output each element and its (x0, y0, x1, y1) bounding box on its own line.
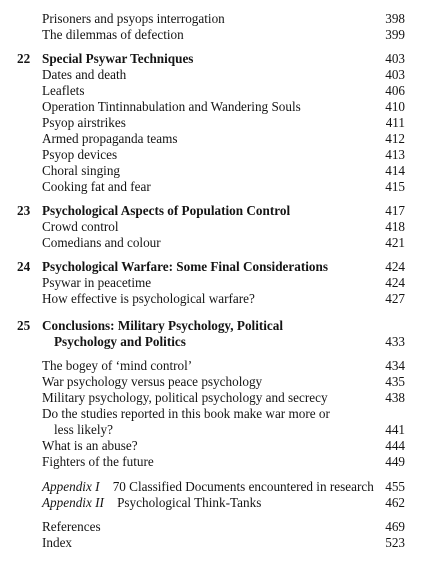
chapter-title: Psychological Aspects of Population Control (42, 203, 291, 218)
page-number: 455 (385, 479, 405, 494)
appendix-entry (42, 495, 261, 511)
page-number: 469 (385, 519, 405, 534)
section-title: The bogey of ‘mind control’ (42, 358, 193, 373)
section-title: Fighters of the future (42, 454, 154, 469)
page-number: 449 (385, 454, 405, 469)
toc-entry-row (0, 438, 433, 454)
toc-entry-row (0, 11, 433, 27)
chapter-number: 22 (17, 51, 31, 66)
section-title: References (42, 519, 101, 534)
page-number: 421 (385, 235, 405, 250)
page-number: 403 (385, 67, 405, 82)
section-title: Prisoners and psyops interrogation (42, 11, 225, 26)
section-title: Psyop devices (42, 147, 118, 162)
section-title: Dates and death (42, 67, 127, 82)
toc-entry-row (0, 27, 433, 43)
toc-entry-row (0, 275, 433, 291)
appendix-title: Psychological Think-Tanks (117, 495, 262, 510)
toc-entry-row (0, 99, 433, 115)
toc-entry-row (0, 179, 433, 195)
toc-entry-row (0, 374, 433, 390)
page-number: 438 (385, 390, 405, 405)
page-number: 444 (385, 438, 405, 453)
toc-entry-row (0, 83, 433, 99)
toc-entry-row (0, 219, 433, 235)
page-number: 403 (385, 51, 405, 66)
chapter-number: 24 (17, 259, 31, 274)
section-title: less likely? (54, 422, 113, 437)
section-title: Index (42, 535, 73, 550)
toc-chapter-row (0, 334, 433, 350)
toc-entry-row (0, 422, 433, 438)
toc-entry-row (0, 358, 433, 374)
section-title: Psywar in peacetime (42, 275, 152, 290)
appendix-label: Appendix I (42, 479, 100, 494)
toc-entry-row (0, 291, 433, 307)
chapter-title: Psychological Warfare: Some Final Considerations (42, 259, 328, 274)
toc-entry-row (0, 235, 433, 251)
page-number: 424 (385, 275, 405, 290)
section-title: Armed propaganda teams (42, 131, 178, 146)
page-number: 414 (385, 163, 405, 178)
section-title: Operation Tintinnabulation and Wandering Souls (42, 99, 301, 114)
page-number: 427 (385, 291, 405, 306)
toc-chapter-row (0, 318, 433, 334)
appendix-title: 70 Classified Documents encountered in research (112, 479, 374, 494)
page-number: 415 (385, 179, 405, 194)
section-title: How effective is psychological warfare? (42, 291, 255, 306)
page-number: 523 (385, 535, 405, 550)
page-number: 434 (385, 358, 405, 373)
page-number: 410 (385, 99, 405, 114)
section-title: What is an abuse? (42, 438, 138, 453)
toc-entry-row (0, 479, 433, 495)
page-number: 462 (385, 495, 405, 510)
section-title: Comedians and colour (42, 235, 161, 250)
section-title: Choral singing (42, 163, 121, 178)
toc-entry-row (0, 519, 433, 535)
toc-entry-row (0, 495, 433, 511)
page-number: 417 (385, 203, 405, 218)
page-number: 424 (385, 259, 405, 274)
appendix-entry (42, 479, 374, 495)
section-title: Psyop airstrikes (42, 115, 126, 130)
toc-chapter-row (0, 203, 433, 219)
page-number: 433 (385, 334, 405, 349)
page-number: 435 (385, 374, 405, 389)
page-number: 412 (385, 131, 405, 146)
toc-entry-row (0, 67, 433, 83)
toc-entry-row (0, 406, 433, 422)
page-number: 411 (385, 115, 405, 130)
appendix-label: Appendix II (42, 495, 104, 510)
page-number: 418 (385, 219, 405, 234)
chapter-title: Psychology and Politics (54, 334, 186, 349)
toc-entry-row (0, 454, 433, 470)
toc-chapter-row (0, 259, 433, 275)
toc-entry-row (0, 390, 433, 406)
section-title: The dilemmas of defection (42, 27, 184, 42)
chapter-title: Conclusions: Military Psychology, Political (42, 318, 284, 333)
page-number: 441 (385, 422, 405, 437)
section-title: War psychology versus peace psychology (42, 374, 263, 389)
toc-entry-row (0, 163, 433, 179)
toc-entry-row (0, 131, 433, 147)
section-title: Do the studies reported in this book make war more or (42, 406, 330, 421)
page-number: 413 (385, 147, 405, 162)
toc-entry-row (0, 147, 433, 163)
chapter-title: Special Psywar Techniques (42, 51, 194, 66)
chapter-number: 25 (17, 318, 31, 333)
toc-chapter-row (0, 51, 433, 67)
chapter-number: 23 (17, 203, 31, 218)
section-title: Crowd control (42, 219, 119, 234)
toc-entry-row (0, 115, 433, 131)
page-number: 406 (385, 83, 405, 98)
page-number: 399 (385, 27, 405, 42)
page-number: 398 (385, 11, 405, 26)
section-title: Cooking fat and fear (42, 179, 151, 194)
toc-entry-row (0, 535, 433, 551)
section-title: Military psychology, political psychology and secrecy (42, 390, 328, 405)
section-title: Leaflets (42, 83, 85, 98)
